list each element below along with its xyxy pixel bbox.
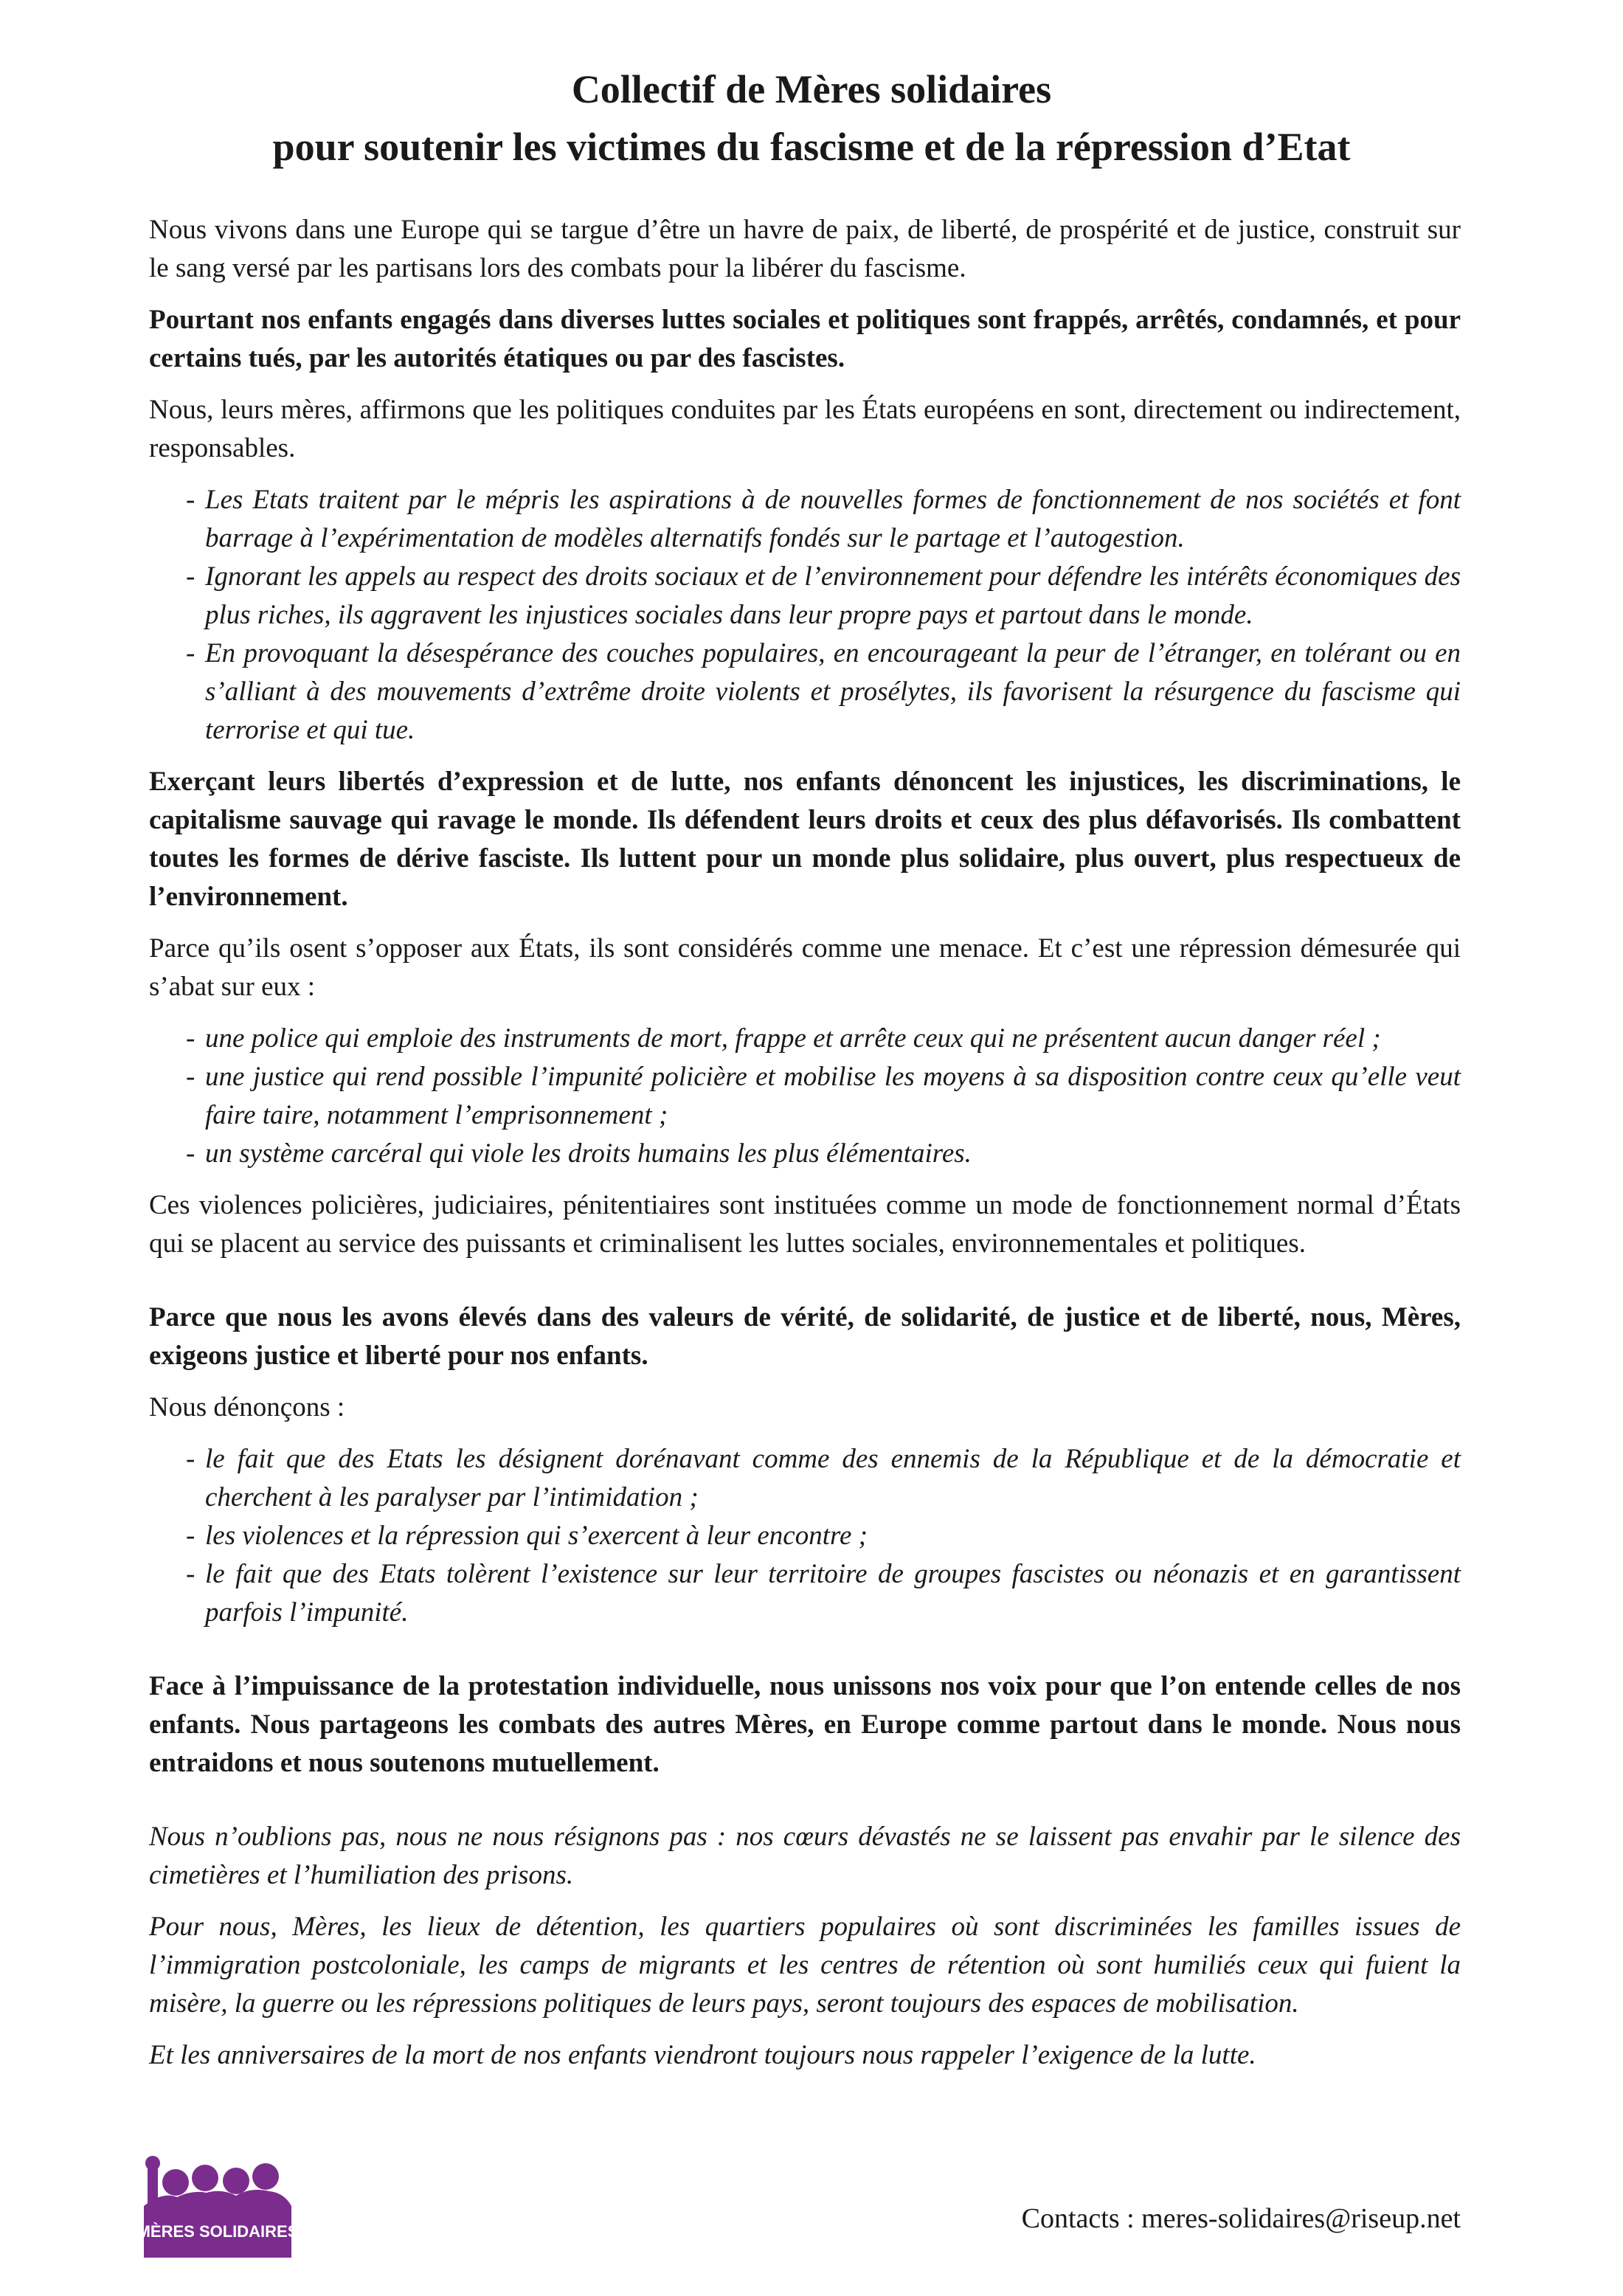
paragraph-repression: Parce qu’ils osent s’opposer aux États, ils sont considérés comme une menace. Et c’est une répression démesurée qui s’abat sur eux : bbox=[149, 933, 1461, 1002]
list-item: - une police qui emploie des instruments de mort, frappe et arrête ceux qui ne présentent aucun danger réel ; bbox=[149, 1020, 1461, 1058]
title-line-1: Collectif de Mères solidaires bbox=[571, 67, 1052, 111]
list-denounce bbox=[149, 1440, 1461, 1632]
list-item: - En provoquant la désespérance des couches populaires, en encourageant la peur de l’étranger, en tolérant ou en s’alliant à des mouvements d’extrême droite violents et prosélytes, ils favorisent la résurgence du fascisme qui terrorise et qui tue. bbox=[149, 634, 1461, 750]
paragraph-violences: Ces violences policières, judiciaires, pénitentiaires sont instituées comme un mode de fonctionnement normal d’États qui se placent au service des puissants et criminalisent les luttes sociales, environnementales et politiques. bbox=[149, 1190, 1461, 1259]
list-item: - Ignorant les appels au respect des droits sociaux et de l’environnement pour défendre les intérêts économiques des plus riches, ils aggravent les injustices sociales dans leur propre pays et partout dans le monde. bbox=[149, 558, 1461, 634]
paragraph-children-fight: Exerçant leurs libertés d’expression et de lutte, nos enfants dénoncent les injustices, les discriminations, le capitalisme sauvage qui ravage le monde. Ils défendent leurs droits et ceux des plus défavorisés. Ils combattent toutes les formes de dérive fasciste. Ils luttent pour un monde plus solidaire, plus ouvert, plus respectueux de l’environnement. bbox=[149, 767, 1461, 912]
document-body bbox=[149, 211, 1461, 2088]
paragraph-we-dont-forget: Nous n’oublions pas, nous ne nous résignons pas : nos cœurs dévastés ne se laissent pas envahir par le silence des cimetières et l’humiliation des prisons. bbox=[149, 1822, 1461, 1890]
list-item: - le fait que des Etats les désignent dorénavant comme des ennemis de la République et de la démocratie et cherchent à les paralyser par l’intimidation ; bbox=[149, 1440, 1461, 1517]
list-item: - un système carcéral qui viole les droits humains les plus élémentaires. bbox=[149, 1135, 1461, 1173]
list-item: - le fait que des Etats tolèrent l’existence sur leur territoire de groupes fascistes ou néonazis et en garantissent parfois l’impunité. bbox=[149, 1555, 1461, 1632]
paragraph-we-denounce: Nous dénonçons : bbox=[149, 1392, 345, 1422]
paragraph-children-struck: Pourtant nos enfants engagés dans diverses luttes sociales et politiques sont frappés, arrêtés, condamnés, et pour certains tués, par les autorités étatiques ou par des fascistes. bbox=[149, 305, 1461, 373]
logo-text: MÈRES SOLIDAIRES bbox=[136, 2222, 299, 2241]
list-repression bbox=[149, 1020, 1461, 1173]
paragraph-anniversaries: Et les anniversaires de la mort de nos enfants viendront toujours nous rappeler l’exigence de la lutte. bbox=[149, 2040, 1256, 2070]
list-state-policies bbox=[149, 481, 1461, 750]
document-title bbox=[0, 60, 1623, 176]
list-item: - les violences et la répression qui s’exercent à leur encontre ; bbox=[149, 1517, 1461, 1555]
paragraph-mothers-affirm: Nous, leurs mères, affirmons que les politiques conduites par les États européens en sont, directement ou indirectement, responsables. bbox=[149, 395, 1461, 463]
paragraph-united-voices: Face à l’impuissance de la protestation individuelle, nous unissons nos voix pour que l’on entende celles de nos enfants. Nous partageons les combats des autres Mères, en Europe comme partout dans le monde. Nous nous entraidons et nous soutenons mutuellement. bbox=[149, 1671, 1461, 1778]
paragraph-demand-justice: Parce que nous les avons élevés dans des valeurs de vérité, de solidarité, de justice et de liberté, nous, Mères, exigeons justice et liberté pour nos enfants. bbox=[149, 1302, 1461, 1371]
contact-line: Contacts : meres-solidaires@riseup.net bbox=[1021, 2203, 1461, 2234]
paragraph-mobilisation: Pour nous, Mères, les lieux de détention, les quartiers populaires où sont discriminées les familles issues de l’immigration postcoloniale, les camps de migrants et les centres de rétention où sont humiliés ceux qui fuient la misère, la guerre ou les répressions politiques de leurs pays, seront toujours des espaces de mobilisation. bbox=[149, 1912, 1461, 2019]
meres-solidaires-logo bbox=[133, 2154, 302, 2265]
title-line-2: pour soutenir les victimes du fascisme et de la répression d’Etat bbox=[272, 125, 1351, 169]
paragraph-intro: Nous vivons dans une Europe qui se targue d’être un havre de paix, de liberté, de prospérité et de justice, construit sur le sang versé par les partisans lors des combats pour la libérer du fascisme. bbox=[149, 215, 1461, 283]
list-item: - Les Etats traitent par le mépris les aspirations à de nouvelles formes de fonctionnement de nos sociétés et font barrage à l’expérimentation de modèles alternatifs fondés sur le partage et l’autogestion. bbox=[149, 481, 1461, 558]
list-item: - une justice qui rend possible l’impunité policière et mobilise les moyens à sa disposition contre ceux qu’elle veut faire taire, notamment l’emprisonnement ; bbox=[149, 1058, 1461, 1135]
